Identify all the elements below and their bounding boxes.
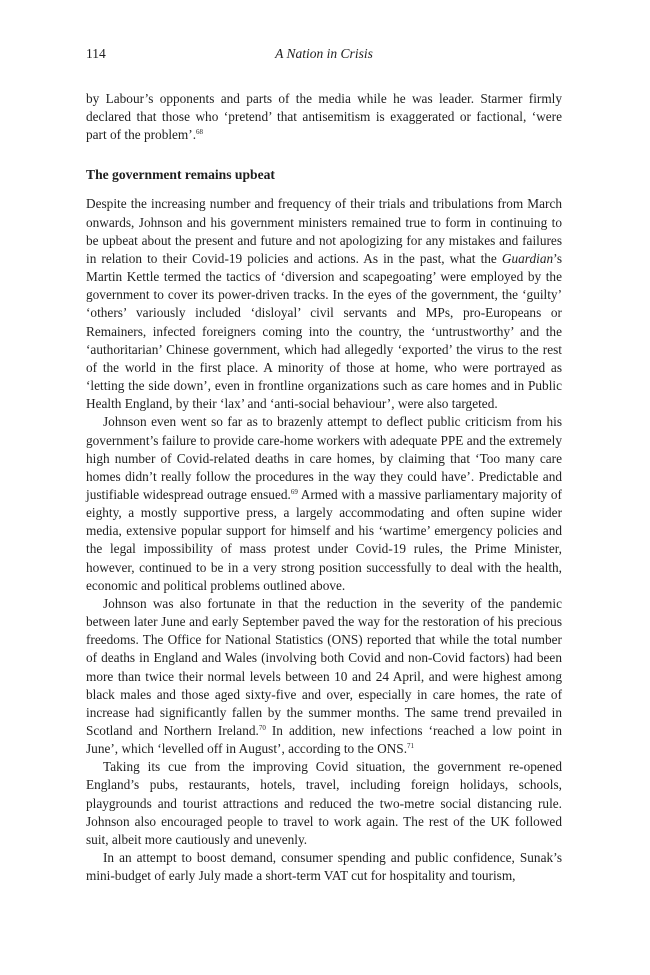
paragraph-text: In addition, new infections ‘reached a low point in June’, which ‘levelled off in August’, according to the ONS. [86,723,562,757]
book-title: A Nation in Crisis [275,46,373,61]
paragraph-text: Taking its cue from the improving Covid situation, the government re-opened England’s pubs, restaurants, hotels, travel, including foreign holidays, schools, playgrounds and tourist attractions and reduced the two-metre social distancing rule. Johnson also encouraged people to travel to work again. The rest of the UK followed suit, albeit more cautiously and unevenly. [86,759,562,847]
paragraph-1 [86,195,562,413]
paragraph-text: Despite the increasing number and frequency of their trials and tribulations from March onwards, Johnson and his government ministers remained true to form in continuing to be upbeat about the present and future and not apologizing for any mistakes and failures in relation to their Covid-19 policies and actions. As in the past, what the [86,196,562,266]
body-text [86,90,562,885]
italic-publication-name: Guardian [501,250,554,266]
paragraph-continued [86,90,562,144]
footnote-ref-68: 68 [196,128,204,137]
paragraph-4 [86,758,562,849]
paragraph-text: ’s Martin Kettle termed the tactics of ‘diversion and scapegoating’ were employed by the government to cover its power-driven tracks. In the eyes of the government, the ‘guilty’ ‘others’ variously included ‘disloyal’ civil servants and MPs, pro-Europeans or Remainers, infected foreigners coming into the country, the ‘untrustworthy’ and the ‘authoritarian’ Chinese government, which had allegedly ‘exported’ the virus to the rest of the world in the first place. A minority of those at home, who were portrayed as ‘letting the side down’, even in frontline organizations such as care homes and in Public Health England, by their ‘lax’ and ‘anti-social behaviour’, were also targeted. [86,250,562,412]
footnote-ref-71: 71 [407,742,415,751]
paragraph-text: by Labour’s opponents and parts of the media while he was leader. Starmer firmly declared that those who ‘pretend’ that antisemitism is exaggerated or factional, ‘were part of the problem’. [86,91,562,143]
running-header [86,44,562,64]
footnote-ref-70: 70 [258,724,266,732]
paragraph-5 [86,849,562,885]
paragraph-text: Johnson even went so far as to brazenly attempt to deflect public criticism from his government’s failure to provide care-home workers with adequate PPE and the extremely high number of Covid-related deaths in care homes, by claiming that ‘Too many care homes didn’t really follow the procedures in the way they could have’. Predictable and justifiable widespread outrage ensued. [86,414,562,502]
paragraph-text: In an attempt to boost demand, consumer spending and public confidence, Sunak’s mini-budget of early July made a short-term VAT cut for hospitality and tourism, [86,850,562,884]
footnote-ref-69: 69 [290,487,298,496]
paragraph-2 [86,413,562,595]
section-heading: The government remains upbeat [86,167,275,183]
paragraph-text: Armed with a massive parliamentary majority of eighty, a mostly supportive press, a largely accommodating and often supine wider media, extensive popular support for himself and his ‘wartime’ emergency policies and the legal impossibility of mass protest under Covid-19 rules, the Prime Minister, however, continued to be in a very strong position successfully to deal with the health, economic and political problems outlined above. [86,486,562,593]
paragraph-text: Johnson was also fortunate in that the reduction in the severity of the pandemic between later June and early September paved the way for the restoration of his precious freedoms. The Office for National Statistics (ONS) reported that while the total number of deaths in England and Wales (involving both Covid and non-Covid factors) had been more than twice their normal levels between 10 and 24 April, and were highest among black males and those aged sixty-five and over, especially in care homes, the rate of increase had significantly fallen by the summer months. The same trend prevailed in Scotland and Northern Ireland. [86,595,562,738]
paragraph-3 [86,595,562,758]
page-number: 114 [86,46,106,61]
